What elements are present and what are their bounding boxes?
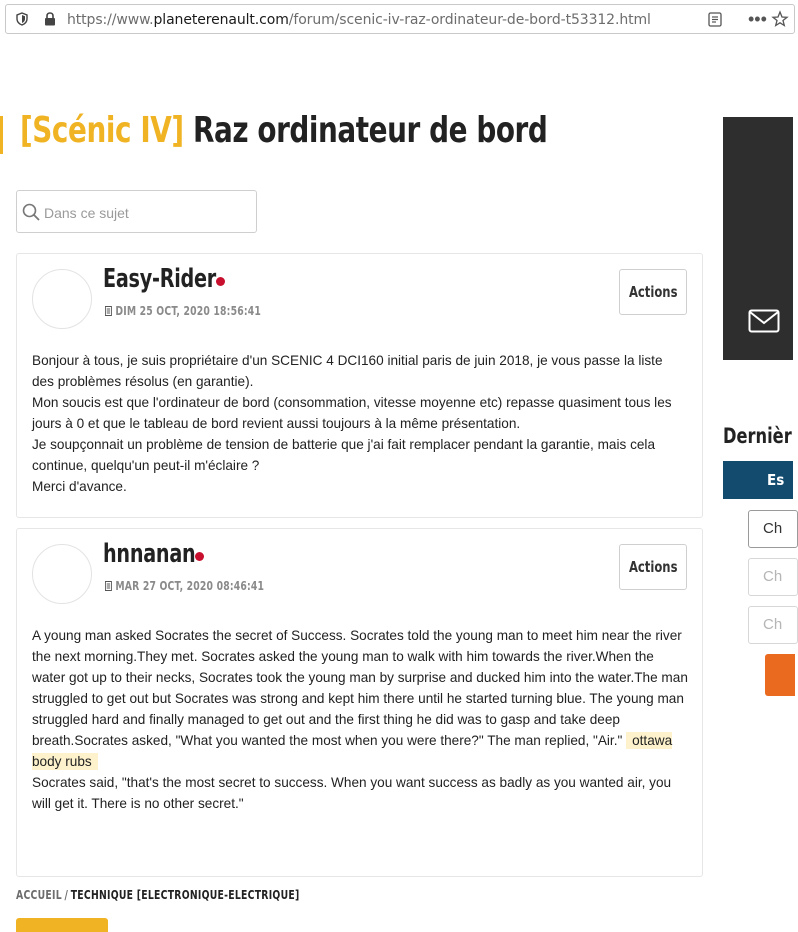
sidebar-input[interactable]: Ch	[748, 510, 798, 548]
search-icon	[22, 203, 40, 221]
post-paragraph: Merci d'avance.	[32, 479, 127, 494]
post-date: DIM 25 OCT, 2020 18:56:41	[105, 304, 261, 318]
post-paragraph: A young man asked Socrates the secret of Success. Socrates told the young man to meet him near the river	[32, 628, 682, 643]
page-title	[20, 110, 547, 151]
lock-icon[interactable]	[44, 12, 56, 26]
sidebar-submit-button[interactable]	[765, 654, 795, 696]
breadcrumb-separator: /	[64, 888, 69, 902]
topic-search[interactable]	[16, 190, 257, 233]
spam-link[interactable]: ottawa body rubs	[32, 733, 673, 769]
sidebar-input[interactable]: Ch	[748, 606, 798, 644]
post-paragraph: will get it. There is no other secret."	[32, 796, 244, 811]
title-text: Raz ordinateur de bord	[183, 110, 548, 151]
post-document-icon	[105, 306, 112, 316]
avatar[interactable]	[32, 544, 92, 604]
title-model-tag: [Scénic IV]	[20, 110, 184, 151]
post-paragraph: the next morning.They met. Socrates asked the young man to walk with him towards the river.When the water got up to their necks, Socrates took the young man by surprise and ducked him into the water.The man struggled to get out but Socrates was strong and kept him there until he started turning blue. The young man struggled hard and finally managed to get out and the first thing he did was to gasp and take deep breath.Socrates asked, "What you wanted the most when you were there?" The man replied, "Air." ottawa body rubs	[32, 649, 688, 769]
sidebar-tab[interactable]: Es	[723, 461, 793, 499]
reply-button[interactable]	[16, 918, 108, 932]
post-actions-button[interactable]: Actions	[619, 544, 687, 590]
post-body	[32, 625, 688, 814]
page-actions-menu-icon[interactable]: •••	[748, 9, 767, 29]
sidebar-heading: Dernièr	[723, 424, 792, 448]
post-actions-button[interactable]: Actions	[619, 269, 687, 315]
post-paragraph: Socrates said, "that's the most secret to success. When you want success as badly as you wanted air, you	[32, 775, 672, 790]
tracking-shield-icon[interactable]	[16, 12, 28, 26]
avatar[interactable]	[32, 269, 92, 329]
post-body	[32, 350, 688, 497]
post-date: MAR 27 OCT, 2020 08:46:41	[105, 579, 264, 593]
url-text[interactable]: https://www.planeterenault.com/forum/scenic-iv-raz-ordinateur-de-bord-t53312.html	[67, 12, 651, 28]
breadcrumb	[16, 888, 299, 902]
bookmark-star-icon[interactable]	[772, 11, 788, 27]
mail-icon[interactable]	[748, 309, 780, 333]
sidebar-input[interactable]: Ch	[748, 558, 798, 596]
post-card	[16, 253, 703, 518]
address-bar[interactable]	[5, 4, 795, 34]
post-paragraph: Je soupçonnait un problème de tension de batterie que j'ai fait remplacer pendant la garantie, mais cela continue, quelqu'un peut-il m'éclaire ?	[32, 437, 656, 473]
post-card	[16, 528, 703, 877]
post-author[interactable]: Easy-Rider	[103, 264, 217, 294]
online-status-dot	[195, 552, 204, 561]
breadcrumb-home-link[interactable]: ACCUEIL	[16, 888, 62, 902]
breadcrumb-current-link[interactable]: TECHNIQUE [ELECTRONIQUE-ELECTRIQUE]	[70, 888, 300, 902]
post-document-icon	[105, 581, 112, 591]
post-paragraph: Bonjour à tous, je suis propriétaire d'un SCENIC 4 DCI160 initial paris de juin 2018, je vous passe la liste des problèmes résolus (en garantie).	[32, 353, 663, 389]
post-paragraph: Mon soucis est que l'ordinateur de bord (consommation, vitesse moyenne etc) repasse quasiment tous les jours à 0 et que le tableau de bord revient aussi toujours à la même présentation.	[32, 395, 672, 431]
online-status-dot	[216, 277, 225, 286]
post-author[interactable]: hnnanan	[103, 539, 196, 569]
search-input[interactable]	[42, 200, 251, 226]
title-accent-bar	[0, 116, 3, 154]
reader-view-icon[interactable]	[708, 12, 722, 27]
